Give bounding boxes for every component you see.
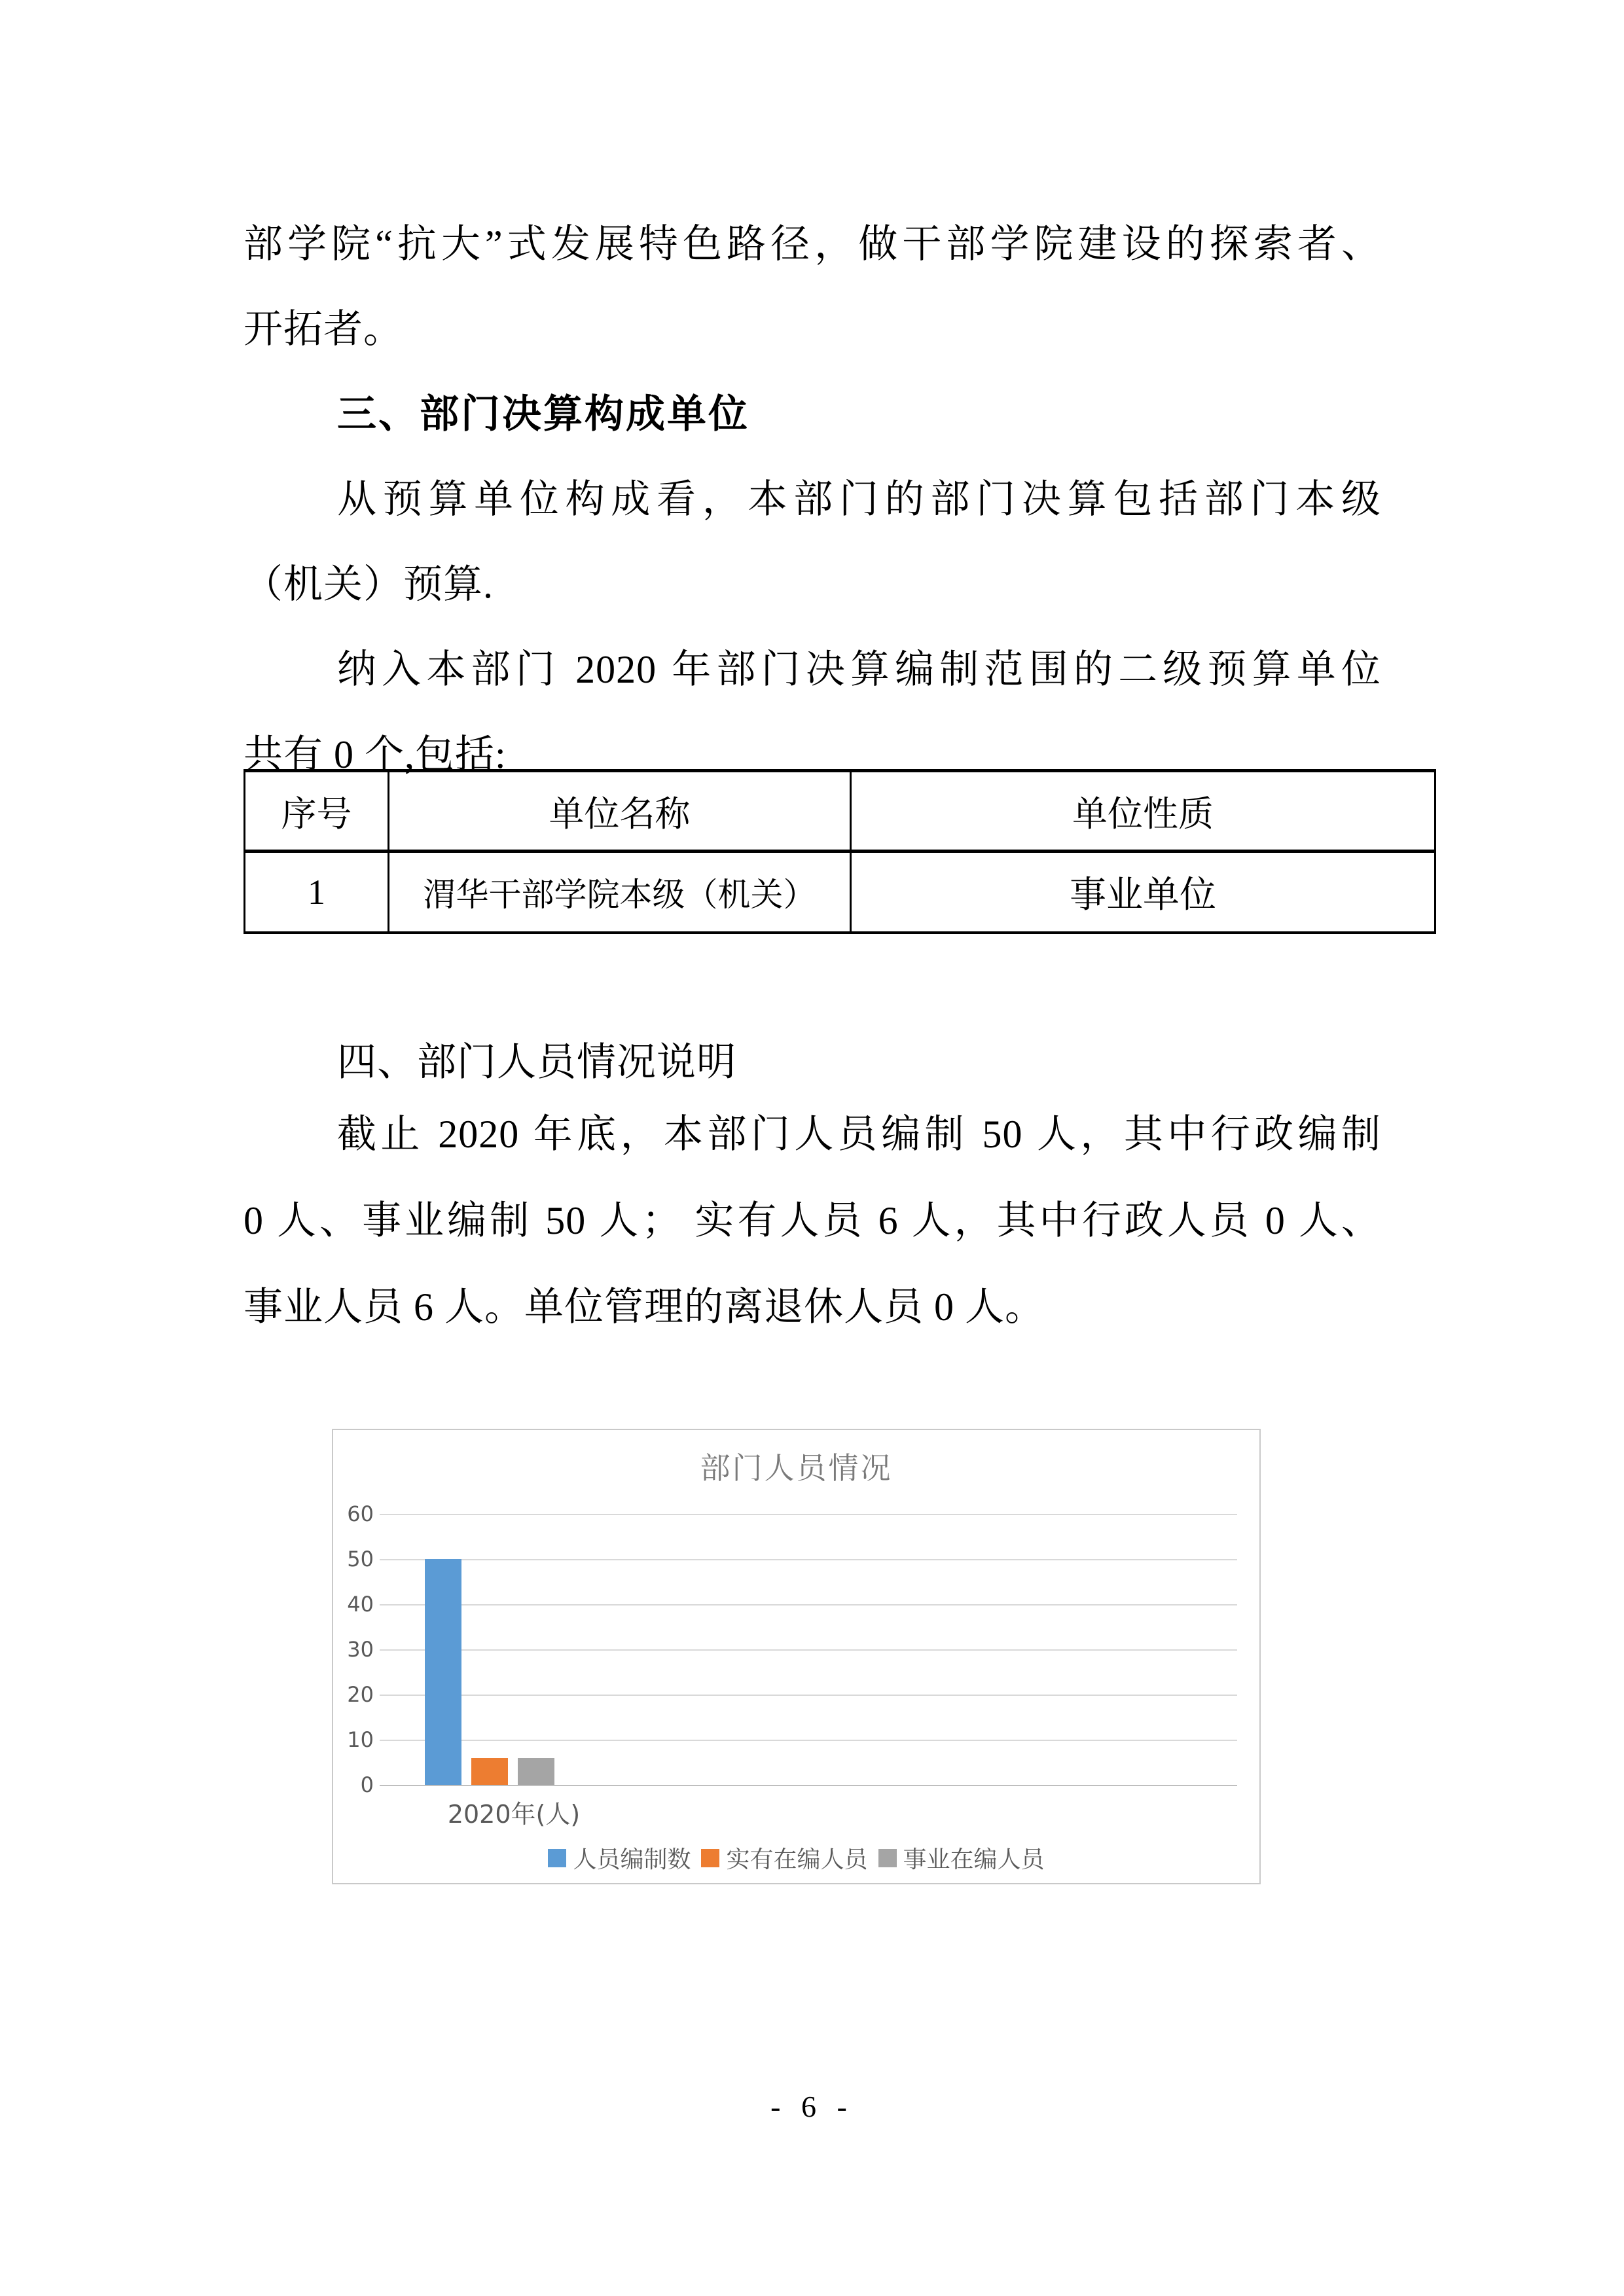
y-axis-tick-label: 30 <box>347 1637 374 1662</box>
cell-index: 1 <box>245 852 389 933</box>
paragraph-line: 开拓者。 <box>244 308 403 351</box>
personnel-bar-chart <box>332 1429 1261 1884</box>
y-axis-tick-label: 60 <box>347 1501 374 1526</box>
bar-人员编制数 <box>425 1559 461 1785</box>
legend-item <box>701 1841 867 1874</box>
legend-swatch-icon <box>548 1849 566 1867</box>
legend-item <box>548 1841 691 1874</box>
paragraph-line: 从预算单位构成看，本部门的部门决算包括部门本级 <box>337 478 1381 521</box>
y-axis-tick-label: 10 <box>347 1727 374 1752</box>
x-category-label: 2020年(人) <box>447 1800 581 1829</box>
section-heading-3: 三、部门决算构成单位 <box>337 393 749 436</box>
gridline <box>380 1559 1237 1560</box>
table-header-row <box>245 771 1435 852</box>
gridline <box>380 1649 1237 1651</box>
cell-unit-name: 渭华干部学院本级（机关） <box>389 852 851 933</box>
page-number: - 6 - <box>770 2090 854 2123</box>
legend-label: 实有在编人员 <box>726 1846 868 1873</box>
chart-legend <box>333 1841 1259 1874</box>
budget-units-table <box>244 769 1436 934</box>
legend-label: 人员编制数 <box>573 1846 691 1873</box>
paragraph-line: 共有 0 个,包括: <box>244 733 507 776</box>
cell-unit-type: 事业单位 <box>851 852 1435 933</box>
gridline <box>380 1740 1237 1741</box>
header-cell-index: 序号 <box>245 771 389 852</box>
bar-实有在编人员 <box>471 1758 508 1785</box>
y-axis-tick-label: 0 <box>360 1772 374 1797</box>
paragraph-line: 部学院“抗大”式发展特色路径，做干部学院建设的探索者、 <box>244 223 1381 266</box>
gridline <box>380 1604 1237 1605</box>
y-axis-tick-label: 20 <box>347 1682 374 1707</box>
y-axis-tick-label: 40 <box>347 1592 374 1617</box>
bar-事业在编人员 <box>518 1758 554 1785</box>
header-cell-unit-type: 单位性质 <box>851 771 1435 852</box>
legend-item <box>878 1841 1045 1874</box>
header-cell-unit-name: 单位名称 <box>389 771 851 852</box>
section-heading-4: 四、部门人员情况说明 <box>337 1041 736 1084</box>
paragraph-line: 纳入本部门 2020 年部门决算编制范围的二级预算单位 <box>337 648 1381 691</box>
paragraph-line: 事业人员 6 人。单位管理的离退休人员 0 人。 <box>244 1285 1045 1329</box>
gridline <box>380 1695 1237 1696</box>
paragraph-line: 0 人、事业编制 50 人； 实有人员 6 人，其中行政人员 0 人、 <box>244 1199 1381 1242</box>
legend-swatch-icon <box>701 1849 719 1867</box>
table-row <box>245 852 1435 933</box>
legend-swatch-icon <box>878 1849 897 1867</box>
chart-title: 部门人员情况 <box>700 1450 893 1486</box>
paragraph-line: 截止 2020 年底，本部门人员编制 50 人，其中行政编制 <box>337 1113 1381 1156</box>
legend-label: 事业在编人员 <box>903 1846 1045 1873</box>
paragraph-line: （机关）预算. <box>244 563 494 606</box>
x-axis-line <box>380 1785 1237 1786</box>
gridline <box>380 1514 1237 1515</box>
y-axis-tick-label: 50 <box>347 1547 374 1571</box>
